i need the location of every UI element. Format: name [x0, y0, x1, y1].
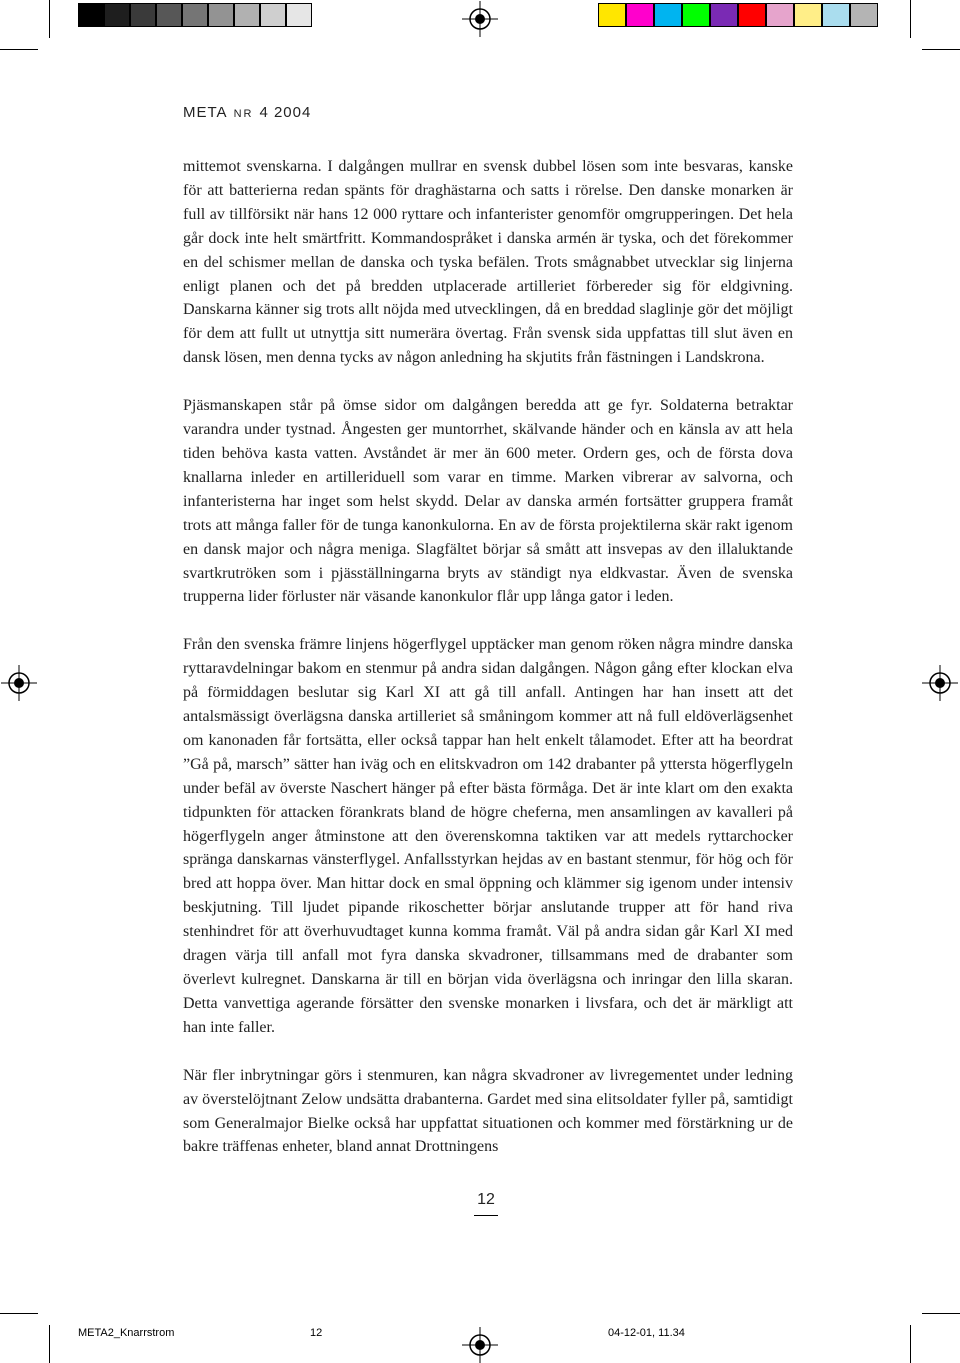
crop-mark [910, 1325, 911, 1363]
registration-mark-icon [462, 1, 498, 37]
color-swatch [682, 3, 710, 27]
article-body [183, 155, 793, 1183]
registration-mark-icon [1, 665, 37, 701]
color-swatch [626, 3, 654, 27]
journal-name: META [183, 104, 228, 121]
registration-mark-icon [462, 1327, 498, 1363]
color-swatch [822, 3, 850, 27]
paragraph: Från den svenska främre linjens högerflygel upptäcker man genom röken några mindre danska ryttaravdelningar bakom en stenmur på andra sidan dalgången. Någon gång efter klockan elva på förmiddagen beslutar sig Karl XI att gå till anfall. Antingen har han insett att det antalsmässigt överlägsna danska artilleriet så småningom kommer att nå full eldöverlägsenhet om kanonaden får fortsätta, eller också tappar han helt enkelt tålamodet. Efter att ha beordrat ”Gå på, marsch” sätter han iväg och en elitskvadron om 142 drabanter på yttersta högerflygeln under befäl av överste Naschert hänger på efter bästa förmåga. Det är inte klart om den exakta tidpunkten för attacken förankrats bland de högre cheferna, men ansamlingen av kavalleri på högerflygeln anger åtminstone att den överenskomna taktiken var att medels ryttarchocker spränga danskarnas vänsterflygel. Anfallsstyrkan hejdas av en bastant stenmur, för hög och för bred att hoppa över. Man hittar dock en smal öppning och klämmer sig igenom under intensiv beskjutning. Till ljudet pipande rikoschetter börjar anslutande trupper att för hand riva stenhindret för att överhuvudtaget kunna komma framåt. Väl på andra sidan går Karl XI med dragen värja till anfall mot fyra danska skvadroner, tillsammans med de drabanter som överlevt kulregnet. Danskarna är till en början vida överlägsna och inringar den lilla skaran. Detta vanvettiga agerande försätter den svenske monarken i livsfara, och det är märkligt att han inte faller. [183, 636, 793, 1036]
color-swatch [654, 3, 682, 27]
crop-mark [922, 49, 960, 50]
crop-mark [910, 0, 911, 38]
color-swatch [182, 3, 208, 27]
running-header [183, 104, 311, 121]
color-swatch [104, 3, 130, 27]
page-number: 12 [477, 1191, 495, 1208]
color-swatch [208, 3, 234, 27]
registration-mark-icon [922, 665, 958, 701]
slug-file-name: META2_Knarrstrom [78, 1327, 175, 1339]
color-swatch [794, 3, 822, 27]
slug-page: 12 [310, 1327, 323, 1339]
issue-number: 4 2004 [259, 104, 312, 121]
color-swatch [766, 3, 794, 27]
color-swatch [738, 3, 766, 27]
crop-mark [49, 0, 50, 38]
color-swatch [78, 3, 104, 27]
color-swatch [850, 3, 878, 27]
crop-mark [922, 1313, 960, 1314]
crop-mark [0, 49, 38, 50]
issue-label: NR [233, 108, 254, 120]
color-swatch [156, 3, 182, 27]
color-swatch [710, 3, 738, 27]
color-swatch [260, 3, 286, 27]
crop-mark [0, 1313, 38, 1314]
paragraph: När fler inbrytningar görs i stenmuren, kan några skvadroner av livregementet under ledning av överstelöjtnant Zelow undsätta drabanterna. Gardet med sina elitsoldater fyller på, samtidigt som Generalmajor Bielke också har uppfattat situationen och kommer med förstärkning ur de bakre träffenas enheter, bland annat Drottningens [183, 1066, 793, 1156]
paragraph: Pjäsmanskapen står på ömse sidor om dalgången beredda att ge fyr. Soldaterna betraktar varandra under tystnad. Ångesten ger muntorrhet, skälvande händer och en känsla av att hela tiden behöva kasta vatten. Avståndet är mer än 600 meter. Ordern ges, och de första dova knallarna inleder en artilleriduell som varar en timme. Marken vibrerar av salvorna, och infanteristerna har inget som helst skydd. Delar av danska armén fortsätter gruppera framåt trots att många faller för de tunga kanonkulorna. En av de första projektilerna skär rakt igenom en dansk major och några meniga. Slagfältet börjar så smått att insvepas av den illaluktande svartkrutröken som i pjäsställningarna bryts av ständigt nya eldkvastar. Även de svenska trupperna lider förluster när väsande kanonkulor flår upp långa gator i leden. [183, 397, 793, 606]
paragraph: mittemot svenskarna. I dalgången mullrar en svensk dubbel lösen som inte besvaras, kanske för att batterierna redan spänts för draghästarna och satts i rörelse. Den danske monarken är full av tillförsikt när hans 12 000 ryttare och infanterister genomför omgrupperingen. Det hela går dock inte helt smärtfritt. Kommandospråket i danska armén är tyska, och det förekommer en del schismer mellan de danska och tyska befälen. Trots smågnabbet utvecklar sig linjerna enligt planen och det på bredden utplacerade artilleriet förbereder sig för eldgivning. Danskarna känner sig trots allt nöjda med utvecklingen, då en breddad slaglinje gör det möjligt för dem att fullt ut utnyttja sitt numerära övertag. Från svensk sida uppfattas till slut även en dansk lösen, men denna tycks av någon anledning ha skjutits från fästningen i Landskrona. [183, 158, 793, 367]
color-swatch [286, 3, 312, 27]
color-swatch [130, 3, 156, 27]
crop-mark [49, 1325, 50, 1363]
color-swatch [234, 3, 260, 27]
slug-timestamp: 04-12-01, 11.34 [608, 1327, 685, 1339]
color-swatch [598, 3, 626, 27]
page-number-rule [474, 1215, 498, 1216]
